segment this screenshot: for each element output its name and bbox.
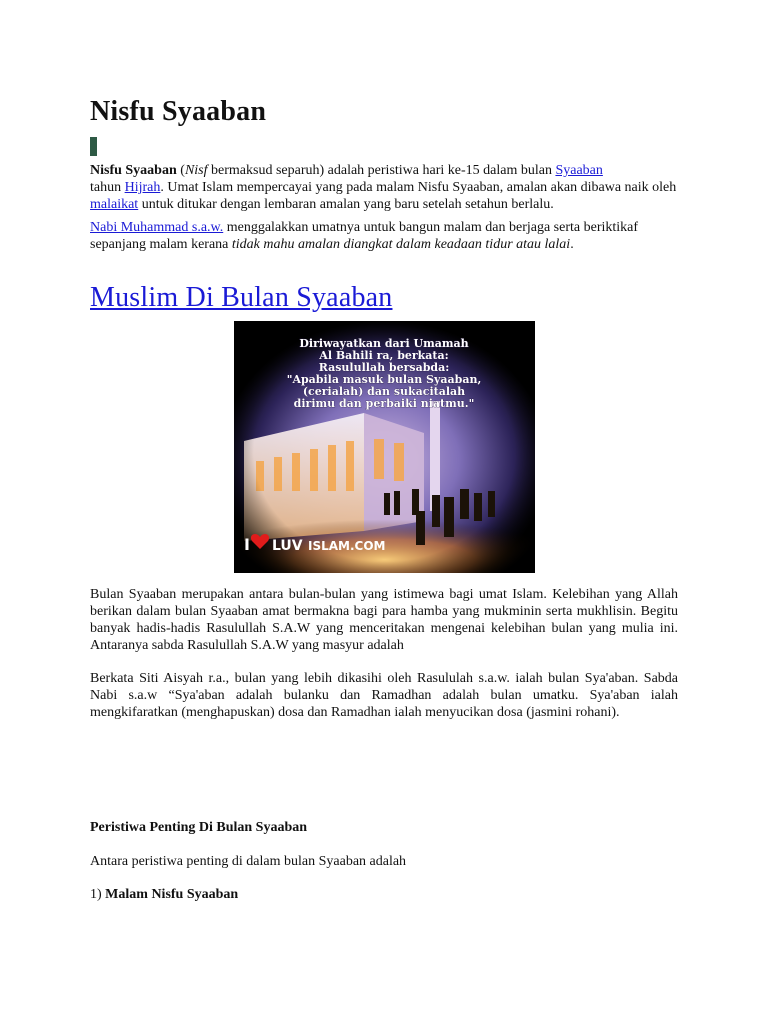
logo-islam: ISLAM.COM [308, 539, 386, 553]
nabi-paragraph [90, 219, 678, 253]
text-run: . Umat Islam mempercayai yang pada malam Nisfu Syaaban, amalan akan dibawa naik oleh [160, 180, 677, 195]
events-intro: Antara peristiwa penting di dalam bulan Syaaban adalah [90, 854, 407, 869]
section-heading-link[interactable]: Muslim Di Bulan Syaaban [90, 282, 393, 313]
text-run: ( [176, 163, 185, 178]
logo-i: I [244, 535, 250, 554]
text-run: tahun [90, 180, 125, 195]
bold-term: Nisfu Syaaban [90, 163, 177, 178]
events-subheading: Peristiwa Penting Di Bulan Syaaban [90, 820, 308, 835]
list-number: 1) [90, 887, 106, 902]
mosque-illustration [234, 321, 535, 573]
hadith-line: (cerialah) dan sukacitalah [302, 385, 466, 398]
aisyah-hadith-paragraph: Berkata Siti Aisyah r.a., bulan yang lebih dikasihi oleh Rasululah s.a.w. ialah bulan Sya'aban. Sabda Nabi s.a.w “Sya'aban adalah bulanku dan Ramadhan adalah bulan umatku. Sya'aban ialah mengkifaratkan (menghapuskan) dosa dan Ramadhan ialah menyucikan dosa (jasmini rohani). [90, 671, 678, 720]
hadith-line: Rasulullah bersabda: [318, 361, 450, 374]
text-run: untuk ditukar dengan lembaran amalan yang baru setelah setahun berlalu. [138, 197, 554, 212]
mosque-hadith-image [234, 321, 535, 573]
hadith-line: Al Bahili ra, berkata: [319, 349, 449, 362]
list-item [90, 887, 238, 903]
hadith-line: Diriwayatkan dari Umamah [299, 337, 469, 350]
section-marker [90, 137, 97, 156]
italic-nisf: Nisf [184, 163, 208, 178]
intro-paragraph [90, 162, 678, 213]
text-run: menggalakkan umatnya untuk bangun malam dan berjaga serta beriktikaf sepanjang malam kerana [90, 220, 639, 252]
text-run: bermaksud separuh) adalah peristiwa hari ke-15 dalam bulan [207, 163, 556, 178]
text-run: . [570, 237, 574, 252]
nabi-muhammad-link[interactable]: Nabi Muhammad s.a.w. [90, 220, 224, 235]
italic-phrase: tidak mahu amalan diangkat dalam keadaan tidur atau lalai [231, 237, 571, 252]
hadith-text-overlay [287, 337, 482, 410]
section-heading [90, 282, 392, 314]
malaikat-link[interactable]: malaikat [90, 197, 139, 212]
hadith-line: dirimu dan perbaiki niatmu." [293, 397, 475, 410]
syaaban-link[interactable]: Syaaban [555, 163, 603, 178]
page-title: Nisfu Syaaban [90, 96, 267, 127]
syaaban-virtues-paragraph: Bulan Syaaban merupakan antara bulan-bulan yang istimewa bagi umat Islam. Kelebihan yang Allah berikan dalam bulan Syaaban amat bermakna bagi para hamba yang mukminin serta mukhlisin. Begitu banyak hadis-hadis Rasulullah S.A.W yang menceritakan mengenai kelebihan bulan yang mulia ini. Antaranya sabda Rasulullah S.A.W yang masyur adalah [90, 587, 678, 653]
hijrah-link[interactable]: Hijrah [124, 180, 161, 195]
list-label: Malam Nisfu Syaaban [105, 887, 239, 902]
hadith-line: "Apabila masuk bulan Syaaban, [286, 373, 482, 386]
logo-luv: LUV [272, 538, 303, 554]
